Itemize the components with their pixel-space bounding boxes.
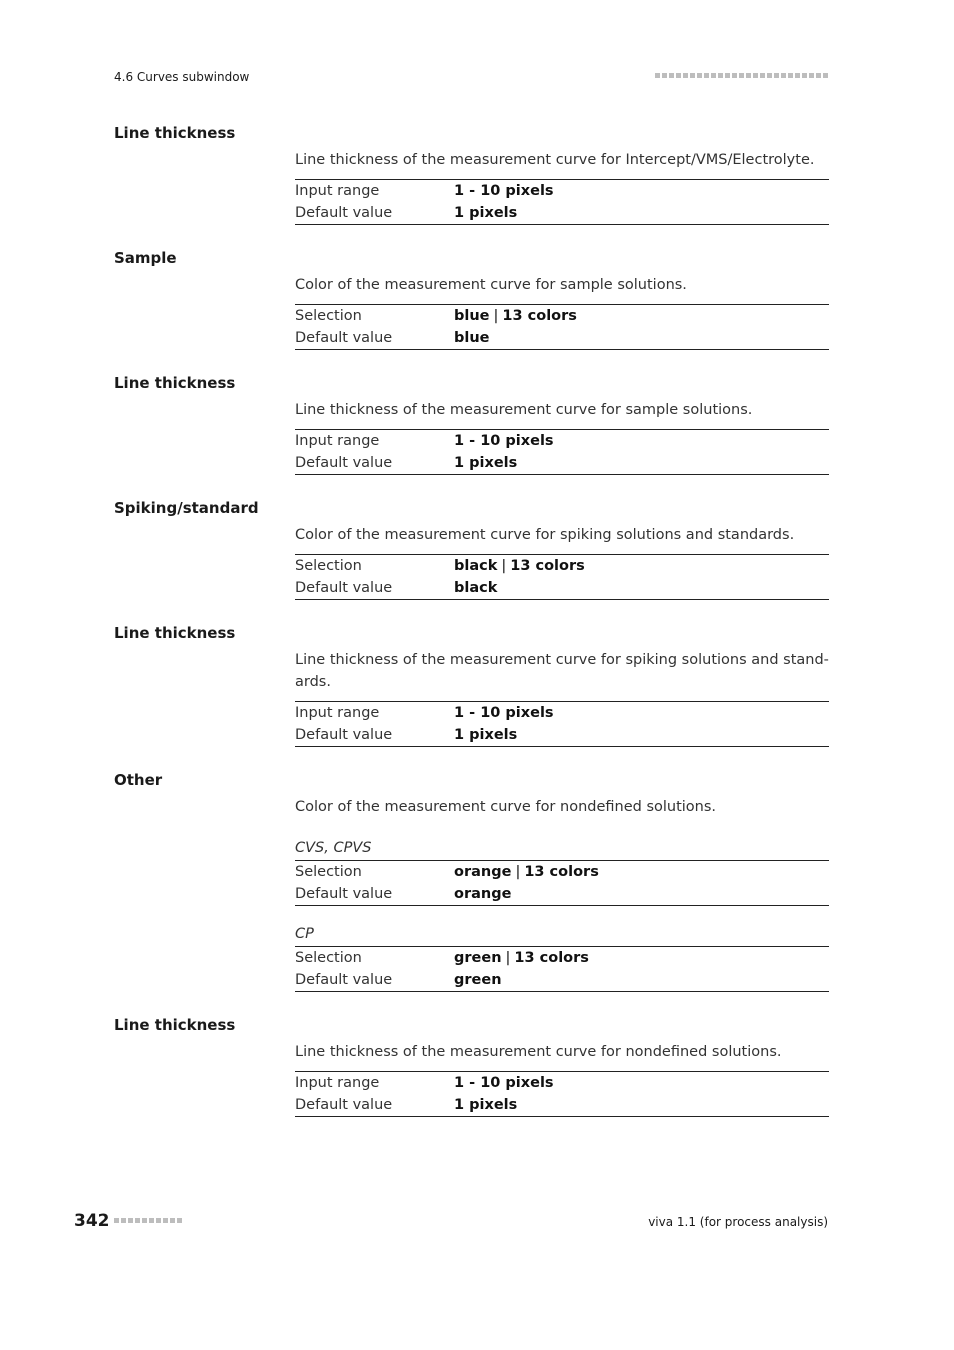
value-default: green: [454, 950, 502, 966]
table-row: [295, 430, 829, 453]
value-options: 13 colors: [524, 864, 599, 880]
table-row: [295, 724, 829, 747]
section-sample: [114, 248, 829, 350]
section-description: Color of the measurement curve for spiking solutions and standards.: [295, 527, 795, 543]
group-label: CVS, CPVS: [295, 840, 372, 856]
page-number: 342: [74, 1211, 110, 1231]
section-other: [114, 770, 829, 992]
param-value: [454, 947, 829, 970]
value-options: 13 colors: [514, 950, 589, 966]
value-default: orange: [454, 864, 512, 880]
param-value: 1 - 10 pixels: [454, 705, 554, 721]
section-spiking-standard: [114, 498, 829, 600]
value-options: 13 colors: [510, 558, 585, 574]
section-title: Line thickness: [114, 1016, 236, 1034]
table-row: [295, 202, 829, 225]
param-value: green: [454, 972, 502, 988]
table-row: [295, 969, 829, 992]
section-line-thickness-intercept: [114, 123, 829, 225]
section-description: Line thickness of the measurement curve for sample solutions.: [295, 402, 753, 418]
section-description: [295, 649, 829, 693]
param-value: 1 pixels: [454, 205, 518, 221]
param-value: black: [454, 580, 498, 596]
table-row: [295, 327, 829, 350]
footer-decoration: [114, 1218, 182, 1223]
section-description: Color of the measurement curve for sample solutions.: [295, 277, 687, 293]
separator: |: [515, 864, 521, 880]
value-default: blue: [454, 308, 490, 324]
param-key: Default value: [295, 330, 393, 346]
table-row: [295, 305, 829, 328]
param-key: Input range: [295, 705, 380, 721]
parameter-table: [295, 1071, 829, 1117]
param-key: Selection: [295, 308, 362, 324]
section-description: Line thickness of the measurement curve for nondefined solutions.: [295, 1044, 782, 1060]
table-row: [295, 883, 829, 906]
value-options: 13 colors: [502, 308, 577, 324]
section-description: Line thickness of the measurement curve for Intercept/VMS/Electrolyte.: [295, 152, 815, 168]
parameter-table: [295, 429, 829, 475]
param-key: Default value: [295, 205, 393, 221]
param-value: 1 - 10 pixels: [454, 433, 554, 449]
section-title: Line thickness: [114, 374, 236, 392]
param-key: Default value: [295, 972, 393, 988]
section-description: Color of the measurement curve for nondefined solutions.: [295, 799, 717, 815]
separator: |: [493, 308, 499, 324]
table-row: [295, 577, 829, 600]
param-key: Default value: [295, 455, 393, 471]
param-key: Default value: [295, 886, 393, 902]
table-row: [295, 452, 829, 475]
parameter-table: [295, 179, 829, 225]
section-line-thickness-sample: [114, 373, 829, 475]
group-label: CP: [295, 926, 314, 942]
param-key: Selection: [295, 864, 362, 880]
section-title: Line thickness: [114, 124, 236, 142]
param-key: Input range: [295, 1075, 380, 1091]
param-key: Default value: [295, 727, 393, 743]
param-key: Default value: [295, 1097, 393, 1113]
value-default: black: [454, 558, 498, 574]
product-name: viva 1.1 (for process analysis): [648, 1215, 828, 1229]
param-value: blue: [454, 330, 490, 346]
section-line-thickness-spiking: [114, 623, 829, 747]
section-title: Sample: [114, 249, 177, 267]
table-row: [295, 861, 829, 884]
param-value: [454, 305, 829, 328]
param-value: orange: [454, 886, 512, 902]
param-value: 1 - 10 pixels: [454, 183, 554, 199]
table-row: [295, 1094, 829, 1117]
table-row: [295, 555, 829, 578]
param-value: 1 pixels: [454, 727, 518, 743]
table-row: [295, 702, 829, 725]
separator: |: [501, 558, 507, 574]
parameter-table: [295, 554, 829, 600]
parameter-table: [295, 946, 829, 992]
header-decoration: [655, 73, 828, 78]
section-title: Line thickness: [114, 624, 236, 642]
param-key: Input range: [295, 183, 380, 199]
param-value: 1 - 10 pixels: [454, 1075, 554, 1091]
separator: |: [505, 950, 511, 966]
param-key: Default value: [295, 580, 393, 596]
param-key: Selection: [295, 950, 362, 966]
param-value: [454, 861, 829, 884]
parameter-table: [295, 860, 829, 906]
parameter-table: [295, 304, 829, 350]
table-row: [295, 1072, 829, 1095]
param-value: 1 pixels: [454, 455, 518, 471]
section-line-thickness-other: [114, 1015, 829, 1117]
table-row: [295, 180, 829, 203]
running-header: 4.6 Curves subwindow: [114, 70, 250, 84]
section-title: Other: [114, 771, 163, 789]
section-title: Spiking/standard: [114, 499, 259, 517]
param-key: Selection: [295, 558, 362, 574]
description-line: ards.: [295, 674, 331, 690]
param-value: [454, 555, 829, 578]
parameter-table: [295, 701, 829, 747]
param-value: 1 pixels: [454, 1097, 518, 1113]
table-row: [295, 947, 829, 970]
param-key: Input range: [295, 433, 380, 449]
description-line: Line thickness of the measurement curve for spiking solutions and stand-: [295, 652, 829, 668]
